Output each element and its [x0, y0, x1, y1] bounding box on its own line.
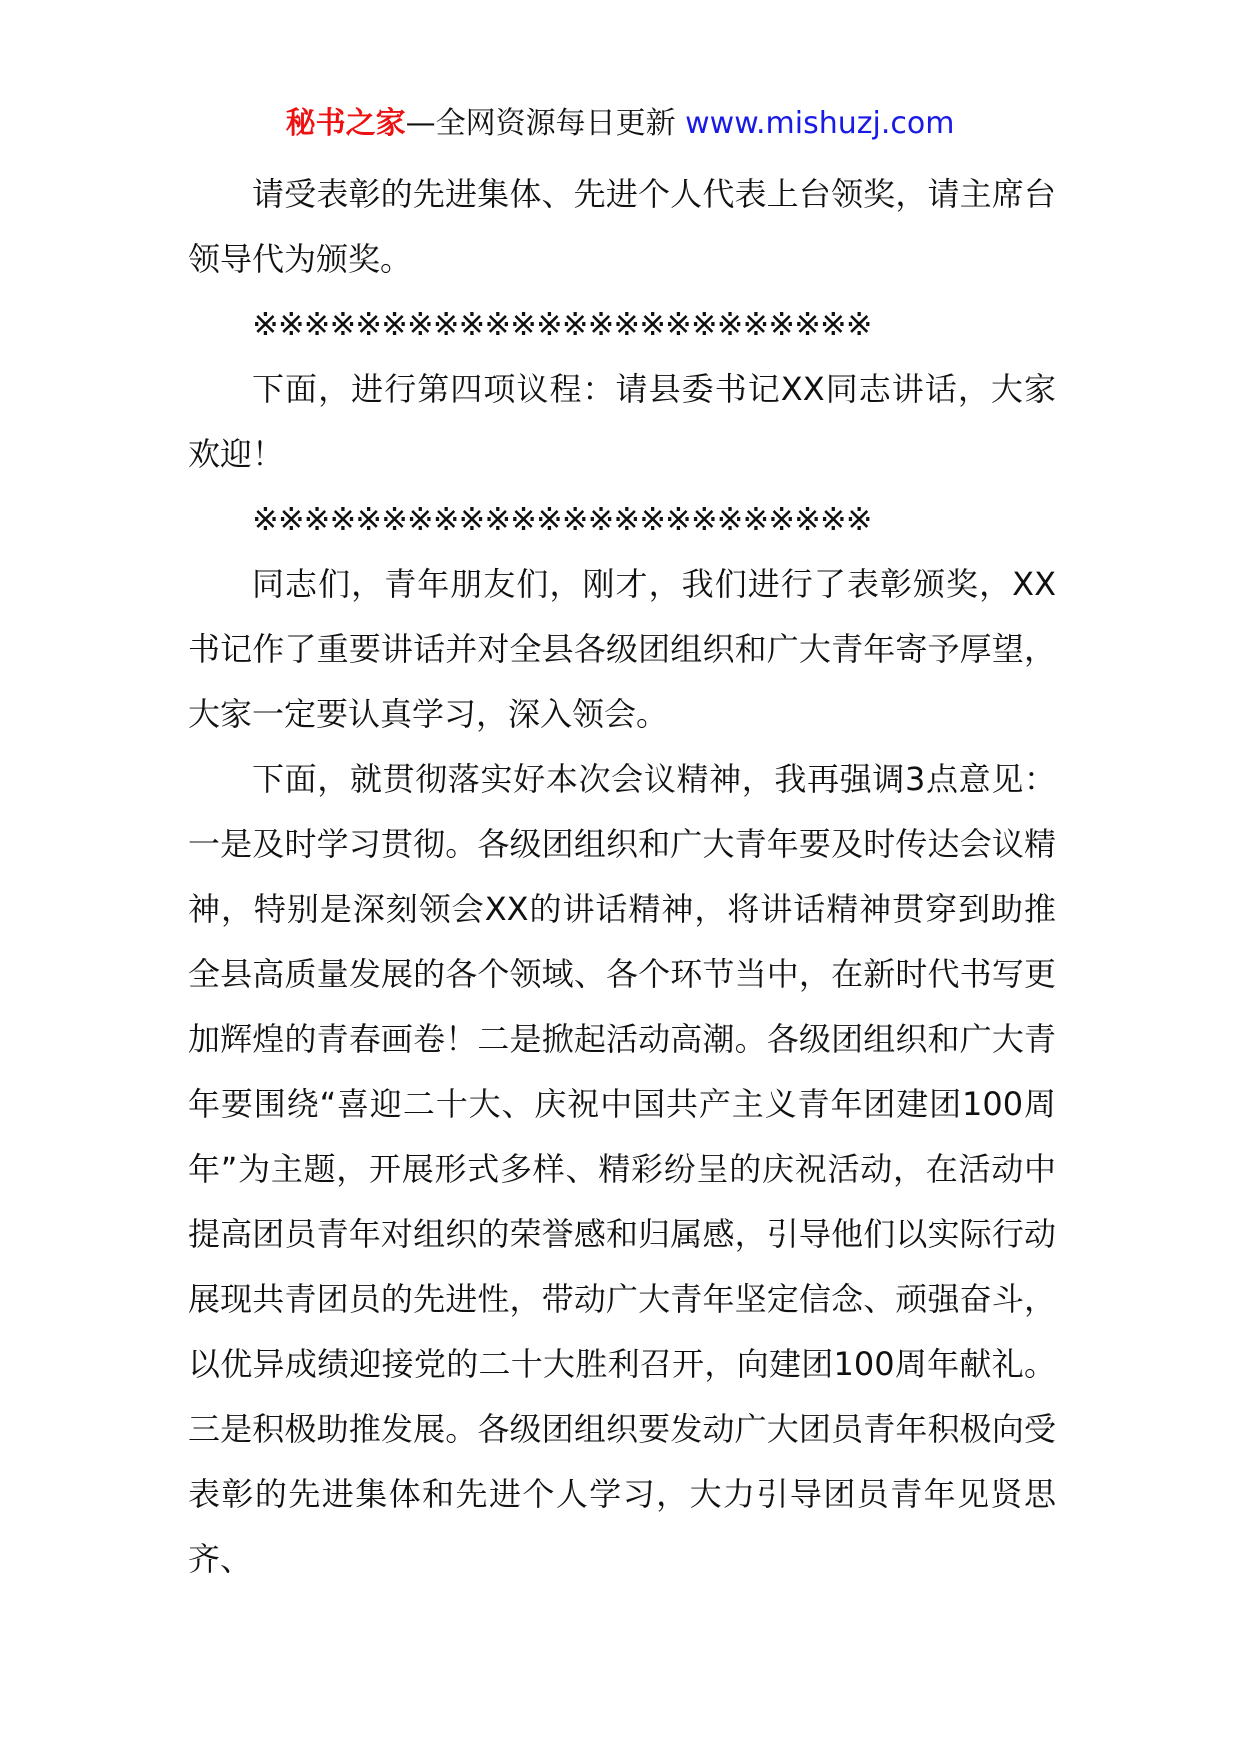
paragraph-three-points: 下面，就贯彻落实好本次会议精神，我再强调3点意见：一是及时学习贯彻。各级团组织和广大青年要及时传达会议精神，特别是深刻领会XX的讲话精神，将讲话精神贯穿到助推全县高质量发展的各个领域、各个环节当中，在新时代书写更加辉煌的青春画卷！二是掀起活动高潮。各级团组织和广大青年要围绕“喜迎二十大、庆祝中国共产主义青年团建团100周年”为主题，开展形式多样、精彩纷呈的庆祝活动，在活动中提高团员青年对组织的荣誉感和归属感，引导他们以实际行动展现共青团员的先进性，带动广大青年坚定信念、顽强奋斗，以优异成绩迎接党的二十大胜利召开，向建团100周年献礼。三是积极助推发展。各级团组织要发动广大团员青年积极向受表彰的先进集体和先进个人学习，大力引导团员青年见贤思齐、 — [188, 760, 1056, 1578]
separator-line: ※※※※※※※※※※※※※※※※※※※※※※※※ — [252, 305, 872, 343]
header-tagline: —全网资源每日更新 — [405, 106, 686, 141]
separator-line: ※※※※※※※※※※※※※※※※※※※※※※※※ — [252, 500, 872, 538]
page-header — [0, 102, 1240, 146]
site-url-link[interactable]: www.mishuzj.com — [685, 106, 955, 141]
paragraph-address-comrades: 同志们，青年朋友们，刚才，我们进行了表彰颁奖，XX书记作了重要讲话并对全县各级团组织和广大青年寄予厚望，大家一定要认真学习，深入领会。 — [188, 565, 1056, 733]
paragraph-award-ceremony: 请受表彰的先进集体、先进个人代表上台领奖，请主席台领导代为颁奖。 — [188, 175, 1056, 278]
brand-name: 秘书之家 — [285, 106, 406, 141]
document-body — [188, 162, 1056, 1592]
paragraph-agenda-item-four: 下面，进行第四项议程：请县委书记XX同志讲话，大家欢迎！ — [188, 370, 1056, 473]
